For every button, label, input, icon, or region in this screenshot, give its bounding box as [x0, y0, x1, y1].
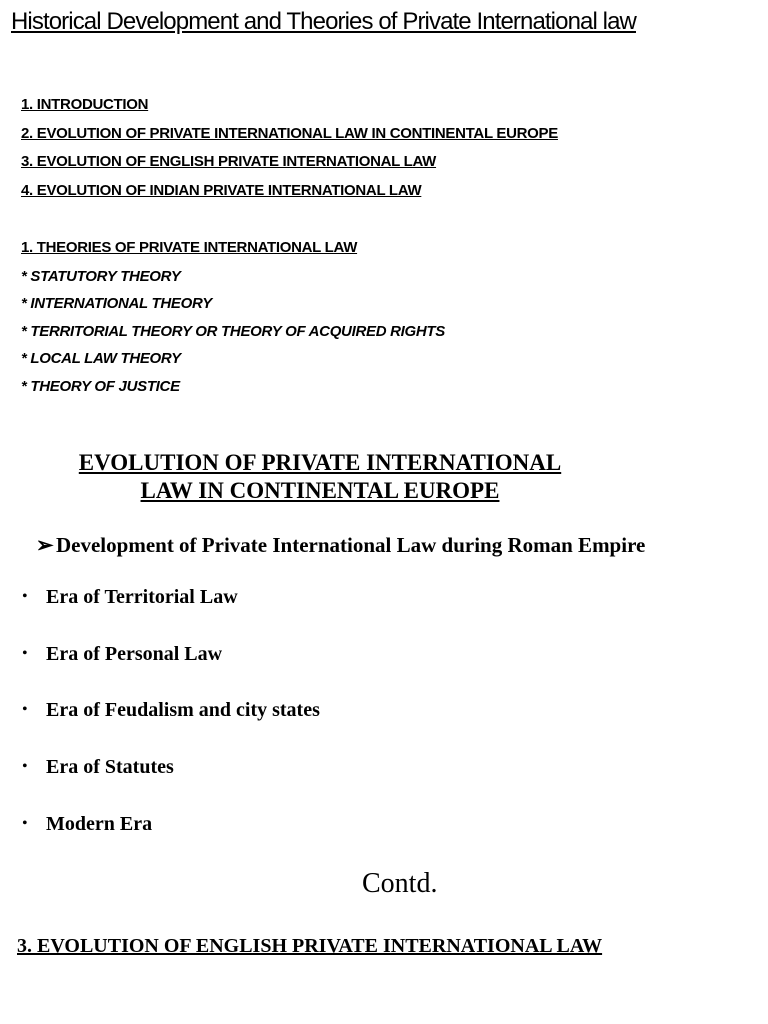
- era-item: [22, 752, 320, 809]
- theories-heading: 1. THEORIES OF PRIVATE INTERNATIONAL LAW: [21, 239, 358, 256]
- section-heading-line: EVOLUTION OF PRIVATE INTERNATIONAL: [78, 450, 562, 475]
- section-heading-line: LAW IN CONTINENTAL EUROPE: [140, 478, 500, 503]
- eras-list: [22, 582, 320, 865]
- era-label: Era of Territorial Law: [46, 586, 238, 608]
- document-title: Historical Development and Theories of Private International law: [11, 8, 636, 35]
- theory-item: * INTERNATIONAL THEORY: [21, 295, 212, 312]
- era-label: Era of Feudalism and city states: [46, 699, 320, 722]
- contents-item: 1. INTRODUCTION: [21, 96, 149, 113]
- next-section-heading: 3. EVOLUTION OF ENGLISH PRIVATE INTERNATIONAL LAW: [17, 935, 603, 957]
- theory-item: * STATUTORY THEORY: [21, 267, 181, 285]
- contents-item: 4. EVOLUTION OF INDIAN PRIVATE INTERNATIONAL LAW: [21, 181, 422, 199]
- era-item: [22, 582, 320, 639]
- theories-list: [21, 237, 445, 403]
- era-label: Era of Statutes: [46, 756, 174, 779]
- bullet-icon: •: [22, 701, 28, 719]
- bullet-icon: •: [22, 758, 28, 776]
- theory-item: * TERRITORIAL THEORY OR THEORY OF ACQUIRED RIGHTS: [21, 322, 445, 340]
- era-item: [22, 695, 320, 752]
- contents-item: 3. EVOLUTION OF ENGLISH PRIVATE INTERNATIONAL LAW: [21, 153, 437, 171]
- era-label: Modern Era: [46, 812, 153, 835]
- bullet-icon: •: [22, 814, 28, 832]
- era-item: [22, 809, 320, 866]
- era-label: Era of Personal Law: [46, 642, 223, 665]
- bullet-icon: •: [22, 588, 28, 605]
- theory-item: * THEORY OF JUSTICE: [21, 377, 180, 395]
- contents-list: [21, 94, 558, 208]
- arrow-bullet-icon: ➢: [36, 533, 54, 557]
- sub-heading-text: Development of Private International Law during Roman Empire: [56, 533, 646, 557]
- contd-label: Contd.: [362, 868, 438, 899]
- theory-item: * LOCAL LAW THEORY: [21, 350, 181, 367]
- contents-item: 2. EVOLUTION OF PRIVATE INTERNATIONAL LAW IN CONTINENTAL EUROPE: [21, 124, 558, 142]
- era-item: [22, 639, 320, 696]
- section-heading: [30, 449, 610, 505]
- sub-heading: [36, 533, 645, 558]
- bullet-icon: •: [22, 644, 28, 662]
